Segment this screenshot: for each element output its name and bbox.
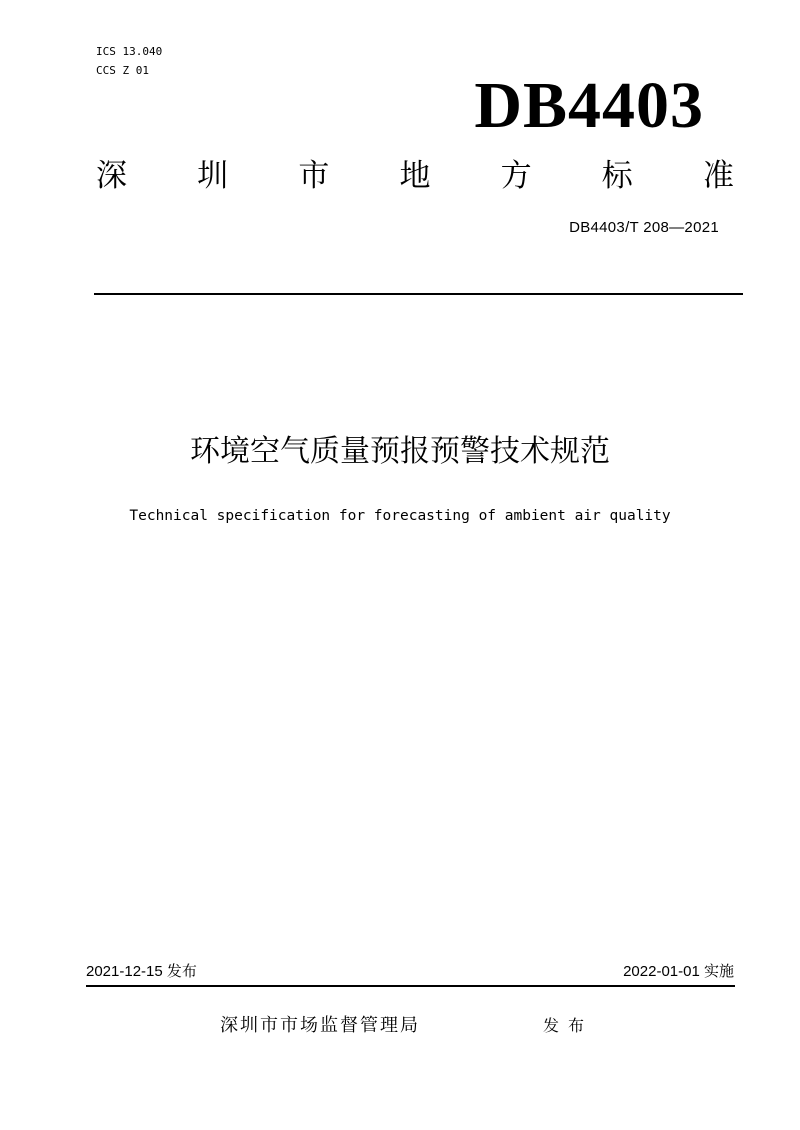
classification-codes: [96, 42, 162, 80]
issued-label: 发布: [543, 1016, 594, 1035]
standard-type-char: 市: [298, 158, 330, 194]
document-title: 环境空气质量预报预警技术规范: [190, 434, 610, 469]
standard-type-char: 圳: [197, 158, 229, 194]
standard-type-char: 方: [500, 158, 532, 194]
standard-type-char: 标: [601, 158, 633, 194]
document-title-english: Technical specification for forecasting of ambient air quality: [129, 508, 671, 524]
standard-type-char: 深: [96, 158, 127, 194]
issuing-authority: 深圳市市场监督管理局: [220, 1015, 420, 1036]
ccs-code: CCS Z 01: [96, 64, 149, 77]
standard-number: DB4403/T 208—2021: [569, 219, 719, 236]
standard-logo: DB4403: [474, 69, 704, 142]
standard-type-char: 地: [399, 158, 431, 194]
standard-type-heading: [96, 154, 734, 198]
standard-type-char: 准: [702, 158, 734, 194]
ics-code: ICS 13.040: [96, 45, 163, 58]
issue-date: 2021-12-15 发布: [86, 963, 197, 980]
implementation-date: 2022-01-01 实施: [623, 963, 734, 980]
footer-divider: [86, 985, 735, 987]
header-divider: [94, 293, 743, 295]
